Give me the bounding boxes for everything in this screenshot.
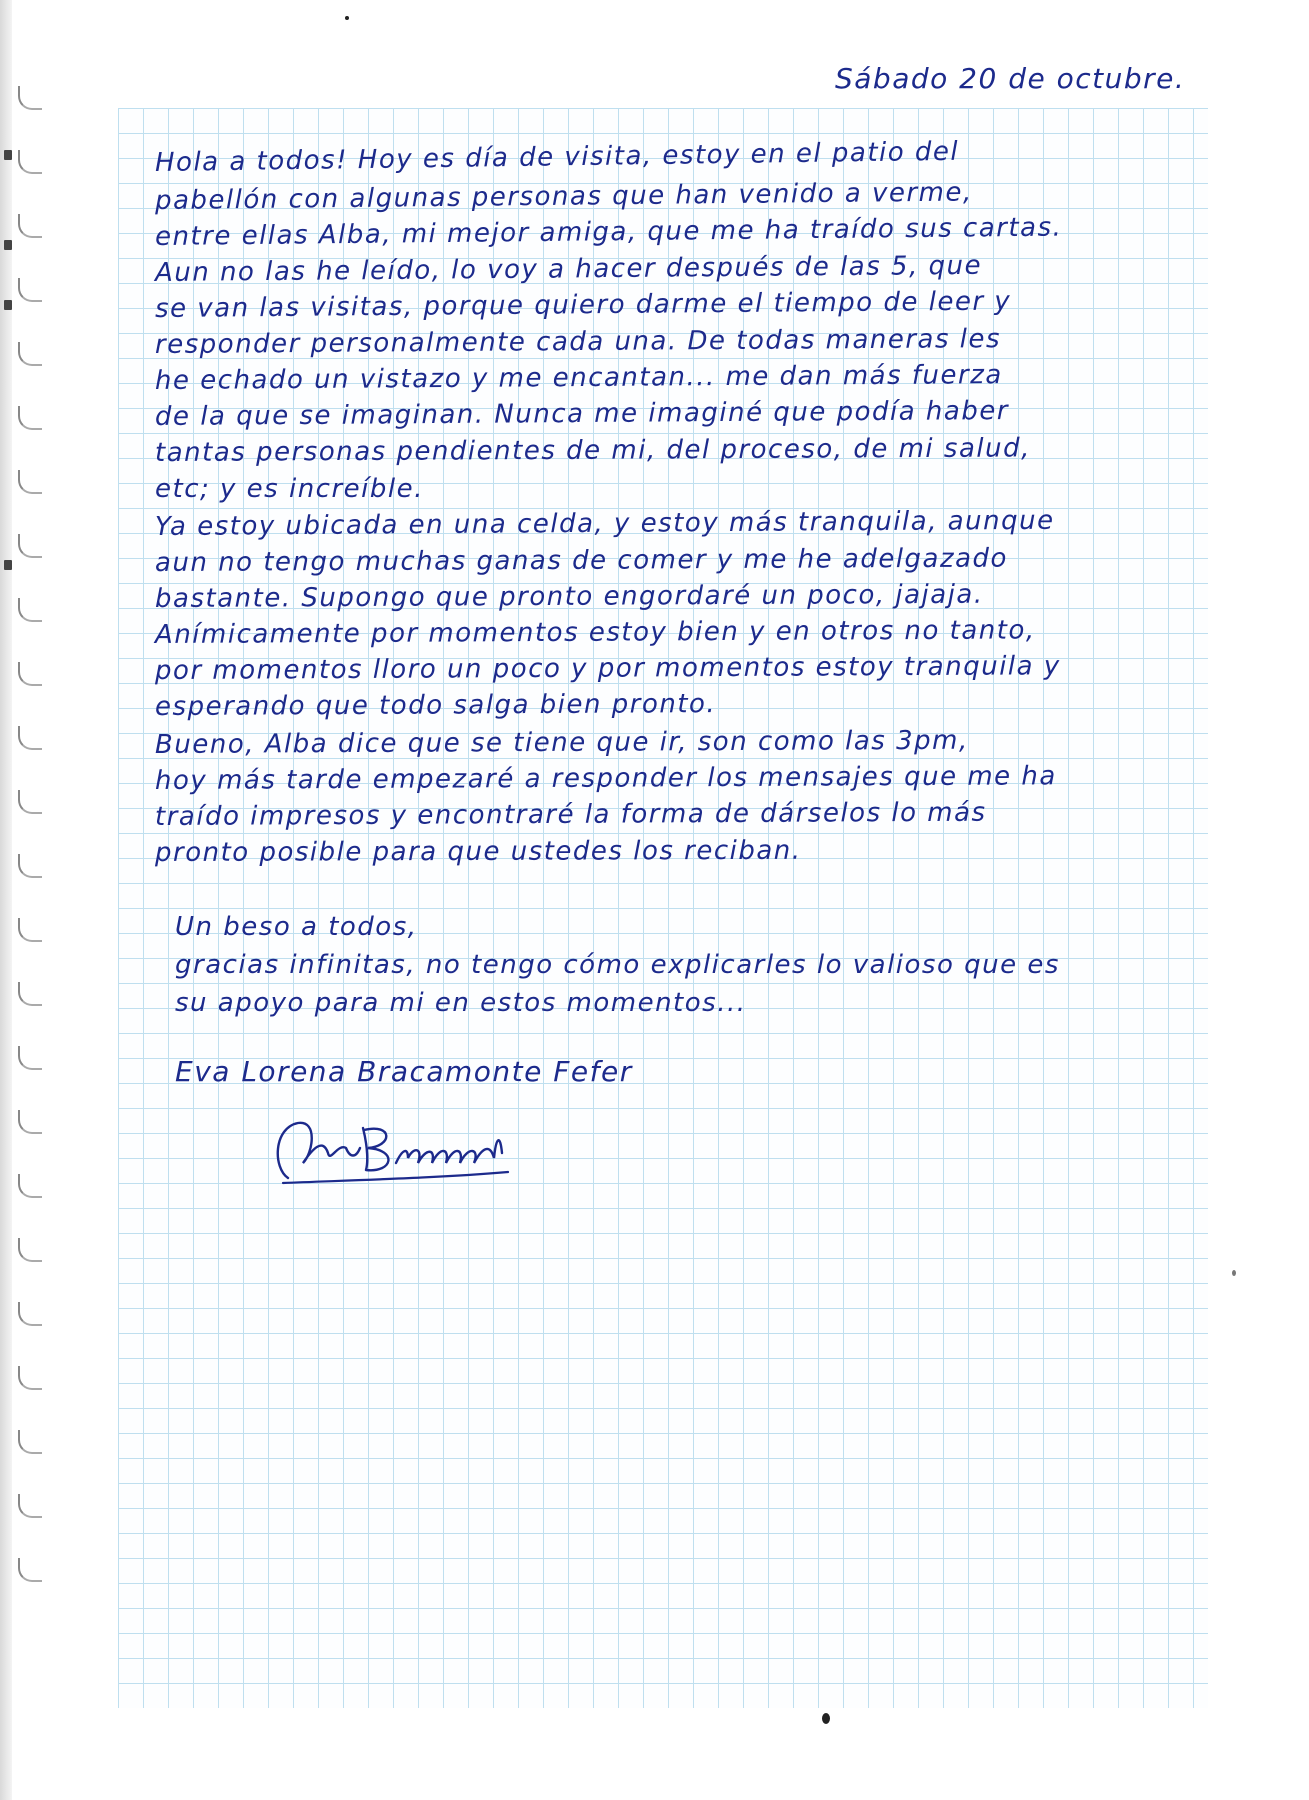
letter-line: he echado un vistazo y me encantan... me dan más fuerza [154,360,1003,396]
letter-line: aun no tengo muchas ganas de comer y me he adelgazado [154,543,1009,578]
binder-hole [18,1430,42,1454]
binder-hole [18,1558,42,1582]
letter-line: Anímicamente por momentos estoy bien y en otros no tanto, [154,615,1036,650]
binder-hole [18,278,42,302]
closing-line: su apoyo para mi en estos momentos... [175,988,747,1018]
ink-speck [822,1713,830,1724]
binder-hole [18,1110,42,1134]
letter-line: traído impresos y encontraré la forma de dárselos lo más [154,797,987,832]
binder-hole [18,1366,42,1390]
binder-hole [18,86,42,110]
edge-mark [4,150,12,160]
letter-line: tantas personas pendientes de mi, del proceso, de mi salud, [154,433,1031,468]
ink-speck [1232,1270,1236,1276]
letter-line: responder personalmente cada una. De todas maneras les [154,324,1002,360]
sender-name: Eva Lorena Bracamonte Fefer [175,1055,633,1088]
letter-date: Sábado 20 de octubre. [835,62,1186,95]
binder-hole [18,342,42,366]
edge-mark [4,560,12,570]
binder-hole [18,854,42,878]
binder-hole [18,662,42,686]
paper-edge [0,0,12,1800]
ink-speck [345,16,349,20]
binder-hole [18,470,42,494]
binder-hole [18,790,42,814]
letter-line: pronto posible para que ustedes los reciban. [154,835,802,868]
edge-mark [4,240,12,250]
binder-hole [18,1046,42,1070]
handwritten-signature [268,1108,518,1188]
binder-hole [18,150,42,174]
letter-line: se van las visitas, porque quiero darme el tiempo de leer y [154,286,1012,324]
binder-hole [18,726,42,750]
binder-hole [18,598,42,622]
letter-line: etc; y es increíble. [155,474,424,504]
binder-hole [18,982,42,1006]
closing-line: gracias infinitas, no tengo cómo explicarles lo valioso que es [175,950,1060,980]
binder-hole [18,214,42,238]
letter-line: Bueno, Alba dice que se tiene que ir, son como las 3pm, [154,725,969,760]
letter-line: Ya estoy ubicada en una celda, y estoy más tranquila, aunque [154,505,1055,542]
binder-hole [18,1174,42,1198]
letter-line: entre ellas Alba, mi mejor amiga, que me ha traído sus cartas. [154,212,1063,252]
binder-hole [18,534,42,558]
letter-line: de la que se imaginan. Nunca me imaginé que podía haber [154,396,1010,432]
letter-line: pabellón con algunas personas que han venido a verme, [154,177,973,216]
closing-line: Un beso a todos, [175,912,418,942]
binder-hole [18,918,42,942]
letter-line: Hola a todos! Hoy es día de visita, estoy en el patio del [154,136,960,178]
letter-line: por momentos lloro un poco y por momentos estoy tranquila y [154,651,1061,686]
binder-hole [18,1302,42,1326]
binder-hole [18,1494,42,1518]
letter-line: bastante. Supongo que pronto engordaré un poco, jajaja. [154,579,984,614]
binder-hole [18,1238,42,1262]
letter-line: Aun no las he leído, lo voy a hacer después de las 5, que [154,250,983,288]
binder-hole [18,406,42,430]
letter-line: esperando que todo salga bien pronto. [154,689,717,722]
letter-line: hoy más tarde empezaré a responder los mensajes que me ha [154,761,1057,796]
edge-mark [4,300,12,310]
